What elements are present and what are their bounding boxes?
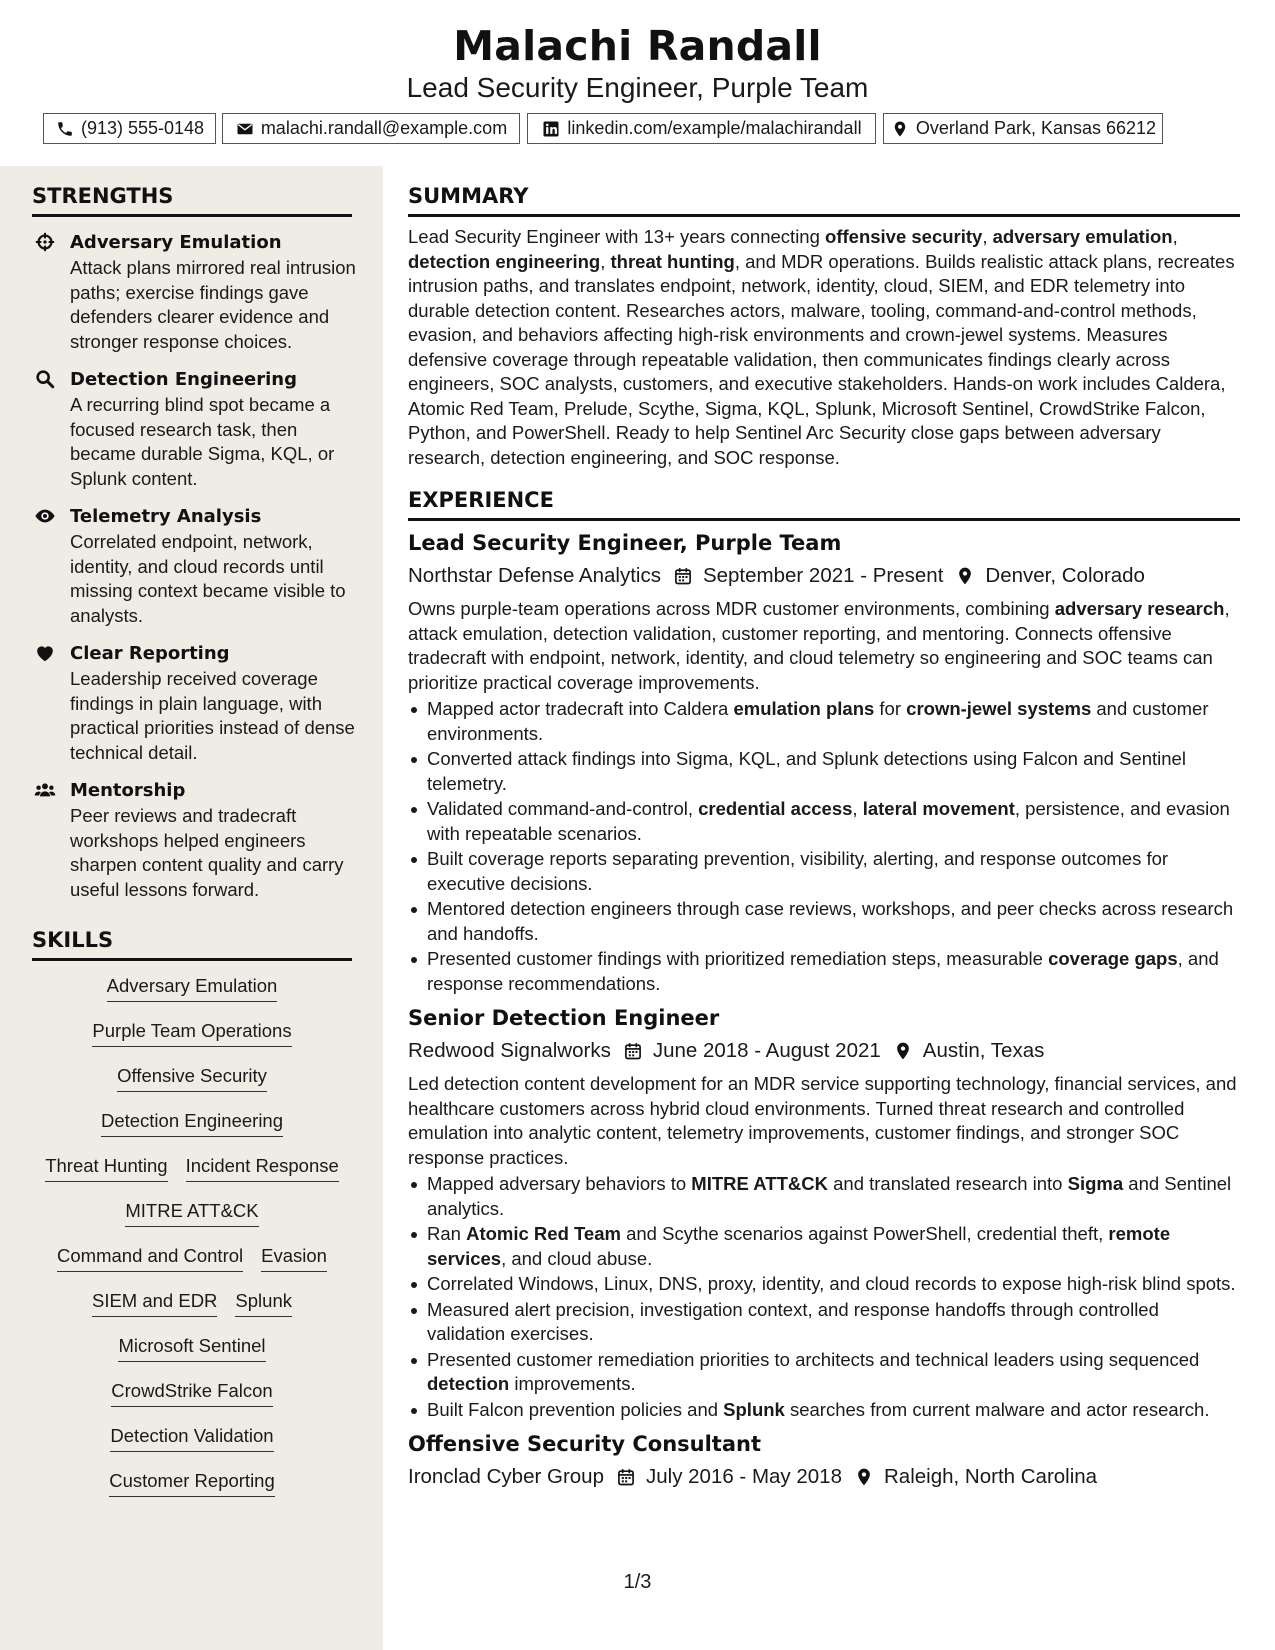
map-pin-icon	[890, 119, 910, 139]
experience-heading: EXPERIENCE	[408, 488, 1240, 521]
strength-item	[32, 641, 362, 765]
phone-text: (913) 555-0148	[80, 118, 205, 138]
skill-tag: Detection Engineering	[101, 1109, 283, 1137]
skill-tag: MITRE ATT&CK	[125, 1199, 258, 1227]
list-item: Measured alert precision, investigation context, and response handoffs through controlled validation exercises.	[408, 1298, 1240, 1347]
calendar-icon	[616, 1467, 636, 1487]
strength-item	[32, 504, 362, 628]
strength-item	[32, 778, 362, 902]
job-dates: June 2018 - August 2021	[652, 1039, 881, 1062]
skill-row	[32, 1109, 352, 1154]
skill-row	[32, 974, 352, 1019]
job-description: Led detection content development for an MDR service supporting technology, financial services, and healthcare customers across hybrid cloud environments. Turned threat research and controlled emulation into analytic content, telemetry improvements, customer findings, and stronger SOC response practices.	[408, 1073, 1237, 1168]
calendar-icon	[623, 1041, 643, 1061]
skill-row	[32, 1334, 352, 1379]
skill-tag: Offensive Security	[117, 1064, 267, 1092]
sidebar	[0, 166, 383, 1650]
summary-heading: SUMMARY	[408, 184, 1240, 217]
list-item: Correlated Windows, Linux, DNS, proxy, identity, and cloud records to expose high-risk blind spots.	[408, 1272, 1240, 1297]
strength-desc: Correlated endpoint, network, identity, and cloud records until missing context became visible to analysts.	[70, 531, 346, 626]
job-location: Denver, Colorado	[985, 564, 1145, 587]
job-title: Lead Security Engineer, Purple Team	[408, 531, 842, 555]
contact-linkedin[interactable]	[527, 113, 876, 144]
strength-title: Mentorship	[70, 780, 186, 801]
phone-icon	[55, 119, 75, 139]
list-item: Presented customer remediation priorities to architects and technical leaders using sequenced detection improvements.	[408, 1348, 1240, 1397]
job-location: Raleigh, North Carolina	[884, 1465, 1098, 1488]
skill-row	[32, 1379, 352, 1424]
map-pin-icon	[854, 1467, 874, 1487]
strength-title: Adversary Emulation	[70, 232, 282, 253]
strength-title: Clear Reporting	[70, 643, 230, 664]
skill-row	[32, 1244, 352, 1289]
search-icon	[34, 368, 56, 390]
skill-tag: Incident Response	[186, 1154, 339, 1182]
job-description: Owns purple-team operations across MDR customer environments, combining adversary research, attack emulation, detection validation, customer reporting, and mentoring. Connects offensive tradecraft with endpoint, network, identity, and cloud telemetry so engineering and SOC teams can prioritize practical coverage improvements.	[408, 598, 1230, 693]
job-entry	[408, 531, 1240, 996]
skill-row	[32, 1154, 352, 1199]
map-pin-icon	[955, 566, 975, 586]
strength-desc: Leadership received coverage findings in plain language, with practical priorities instead of dense technical detail.	[70, 668, 355, 763]
main-content	[408, 166, 1240, 1492]
job-meta	[408, 1036, 1240, 1066]
skill-row	[32, 1064, 352, 1109]
summary-text: Lead Security Engineer with 13+ years connecting offensive security, adversary emulation, detection engineering, threat hunting, and MDR operations. Builds realistic attack plans, recreates intrusion paths, and translates endpoint, network, identity, cloud, SIEM, and EDR telemetry into durable detection content. Researches actors, malware, tooling, command-and-control methods, evasion, and behaviors affecting high-risk environments and crown-jewel systems. Measures defensive coverage through repeatable validation, then communicates findings clearly across engineers, SOC analysts, customers, and executive stakeholders. Hands-on work includes Caldera, Atomic Red Team, Prelude, Scythe, Sigma, KQL, Splunk, Microsoft Sentinel, CrowdStrike Falcon, Python, and PowerShell. Ready to help Sentinel Arc Security close gaps between adversary research, detection engineering, and SOC response.	[408, 226, 1235, 468]
strength-item	[32, 230, 362, 354]
skill-tag: Splunk	[235, 1289, 292, 1317]
skill-row	[32, 1289, 352, 1334]
job-dates: July 2016 - May 2018	[645, 1465, 842, 1488]
skill-tag: SIEM and EDR	[92, 1289, 217, 1317]
job-location: Austin, Texas	[922, 1039, 1045, 1062]
skill-tag: Adversary Emulation	[107, 974, 278, 1002]
strength-title: Telemetry Analysis	[70, 506, 262, 527]
envelope-icon	[235, 119, 255, 139]
job-entry	[408, 1432, 1240, 1492]
location-text: Overland Park, Kansas 66212	[915, 118, 1157, 138]
skill-tag: Purple Team Operations	[92, 1019, 291, 1047]
list-item: Presented customer findings with prioritized remediation steps, measurable coverage gaps, and response recommendations.	[408, 947, 1240, 996]
strength-desc: Attack plans mirrored real intrusion paths; exercise findings gave defenders clearer evidence and stronger response choices.	[70, 257, 356, 352]
strength-item	[32, 367, 362, 491]
contact-bar	[0, 113, 1275, 144]
eye-icon	[34, 505, 56, 527]
skill-tag: CrowdStrike Falcon	[111, 1379, 272, 1407]
skill-row	[32, 1424, 352, 1469]
job-bullets	[408, 1172, 1240, 1422]
contact-email[interactable]	[222, 113, 520, 144]
candidate-name: Malachi Randall	[453, 22, 822, 70]
users-icon	[34, 779, 56, 801]
list-item: Built coverage reports separating prevention, visibility, alerting, and response outcomes for executive decisions.	[408, 847, 1240, 896]
calendar-icon	[673, 566, 693, 586]
email-text: malachi.randall@example.com	[260, 118, 508, 138]
resume-header	[0, 0, 1275, 166]
list-item: Ran Atomic Red Team and Scythe scenarios against PowerShell, credential theft, remote services, and cloud abuse.	[408, 1222, 1240, 1271]
skill-row	[32, 1469, 352, 1514]
job-meta	[408, 1462, 1240, 1492]
job-dates: September 2021 - Present	[702, 564, 944, 587]
strengths-heading: STRENGTHS	[32, 184, 352, 217]
skill-tag: Customer Reporting	[109, 1469, 275, 1497]
list-item: Built Falcon prevention policies and Splunk searches from current malware and actor research.	[408, 1398, 1240, 1423]
strength-title: Detection Engineering	[70, 369, 297, 390]
list-item: Mapped adversary behaviors to MITRE ATT&CK and translated research into Sigma and Sentinel analytics.	[408, 1172, 1240, 1221]
job-bullets	[408, 697, 1240, 996]
skill-tag: Command and Control	[57, 1244, 243, 1272]
heart-icon	[34, 642, 56, 664]
linkedin-text: linkedin.com/example/malachirandall	[567, 118, 862, 138]
skill-row	[32, 1199, 352, 1244]
strength-desc: A recurring blind spot became a focused research task, then became durable Sigma, KQL, or Splunk content.	[70, 394, 335, 489]
list-item: Converted attack findings into Sigma, KQL, and Splunk detections using Falcon and Sentinel telemetry.	[408, 747, 1240, 796]
skills-heading: SKILLS	[32, 928, 352, 961]
job-meta	[408, 561, 1240, 591]
job-entry	[408, 1006, 1240, 1422]
list-item: Validated command-and-control, credential access, lateral movement, persistence, and evasion with repeatable scenarios.	[408, 797, 1240, 846]
skill-row	[32, 1019, 352, 1064]
skill-tag: Threat Hunting	[45, 1154, 167, 1182]
job-company: Ironclad Cyber Group	[408, 1465, 604, 1488]
job-title: Senior Detection Engineer	[408, 1006, 720, 1030]
crosshairs-icon	[34, 231, 56, 253]
skill-tag: Detection Validation	[110, 1424, 273, 1452]
strength-desc: Peer reviews and tradecraft workshops helped engineers sharpen content quality and carry useful lessons forward.	[70, 805, 344, 900]
job-company: Redwood Signalworks	[408, 1039, 611, 1062]
contact-phone[interactable]	[43, 113, 216, 144]
job-title: Offensive Security Consultant	[408, 1432, 761, 1456]
skill-tag: Evasion	[261, 1244, 327, 1272]
map-pin-icon	[893, 1041, 913, 1061]
skills-list	[32, 974, 352, 1514]
contact-location[interactable]	[883, 113, 1163, 144]
list-item: Mentored detection engineers through case reviews, workshops, and peer checks across research and handoffs.	[408, 897, 1240, 946]
list-item: Mapped actor tradecraft into Caldera emulation plans for crown-jewel systems and customer environments.	[408, 697, 1240, 746]
job-company: Northstar Defense Analytics	[408, 564, 661, 587]
page-number: 1/3	[623, 1571, 652, 1593]
candidate-title: Lead Security Engineer, Purple Team	[406, 72, 869, 103]
linkedin-icon	[541, 119, 561, 139]
skill-tag: Microsoft Sentinel	[118, 1334, 265, 1362]
strengths-list	[32, 230, 362, 915]
